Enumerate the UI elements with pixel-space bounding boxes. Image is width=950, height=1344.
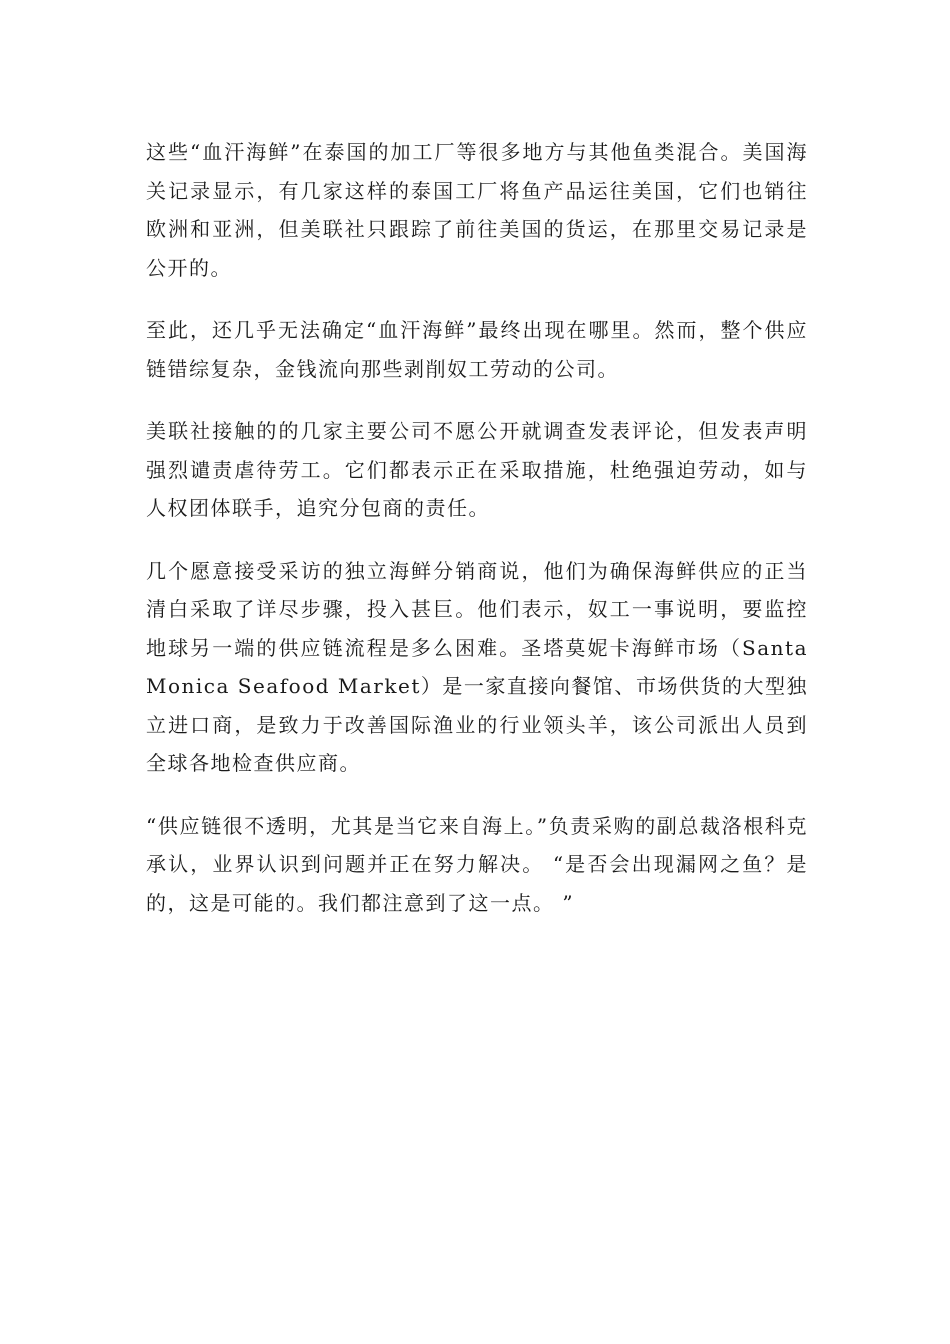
paragraph-2: 至此，还几乎无法确定“血汗海鲜”最终出现在哪里。然而，整个供应链错综复杂，金钱流向那些剥削奴工劳动的公司。 bbox=[146, 318, 808, 381]
document-body bbox=[146, 133, 808, 946]
paragraph-1: 这些“血汗海鲜”在泰国的加工厂等很多地方与其他鱼类混合。美国海关记录显示，有几家这样的泰国工厂将鱼产品运往美国，它们也销往欧洲和亚洲，但美联社只跟踪了前往美国的货运，在那里交易记录是公开的。 bbox=[146, 140, 808, 280]
paragraph-4: 几个愿意接受采访的独立海鲜分销商说，他们为确保海鲜供应的正当清白采取了详尽步骤，投入甚巨。他们表示，奴工一事说明，要监控地球另一端的供应链流程是多么困难。圣塔莫妮卡海鲜市场（Santa Monica Seafood Market）是一家直接向餐馆、市场供货的大型独立进口商，是致力于改善国际渔业的行业领头羊，该公司派出人员到全球各地检查供应商。 bbox=[146, 558, 808, 775]
paragraph-3: 美联社接触的的几家主要公司不愿公开就调查发表评论，但发表声明强烈谴责虐待劳工。它们都表示正在采取措施，杜绝强迫劳动，如与人权团体联手，追究分包商的责任。 bbox=[146, 419, 808, 520]
paragraph-5: “供应链很不透明，尤其是当它来自海上。”负责采购的副总裁洛根科克承认，业界认识到问题并正在努力解决。 “是否会出现漏网之鱼？是的，这是可能的。我们都注意到了这一点。 ” bbox=[146, 813, 808, 915]
